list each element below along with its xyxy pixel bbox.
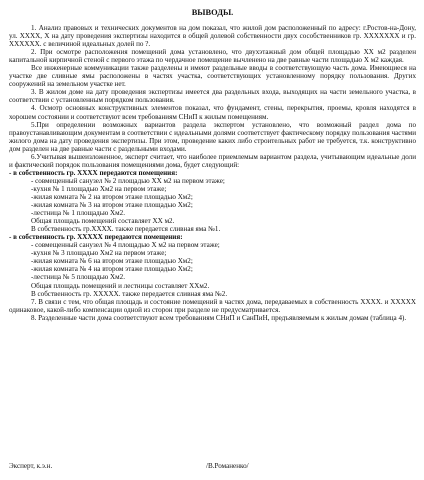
owner2-room: -лестница № 5 площадью Хм2. [31,273,125,282]
owner2-heading: - в собственность гр. ХХХХХ передаются помещения: [9,233,183,242]
paragraph-2: 2. При осмотре расположения помещений дома установлено, что двухэтажный дом общей площадью ХХ м2 разделен капитальной кирпичной стеной с первого этажа по чердачное помещение вычленено на две равные части площадью Х м2 каждая. [9,48,416,65]
owner2-total-area: Общая площадь помещений и лестницы составляет ХХм2. [31,281,210,290]
paragraph-7: 7. В связи с тем, что общая площадь и состояние помещений в частях дома, передаваемых в собственность ХХХХ. и ХХХХХ одинаковое, какой-либо компенсации одной из сторон при разделе не предусматривается. [9,297,416,314]
owner2-room: -жилая комната № 6 на втором этаже площадью Хм2; [31,257,193,266]
paragraph-3: 3. В жилом доме на дату проведения экспертизы имеется два раздельных входа, выходящих на части земельного участка, в соответствии с установленным порядком пользования. [9,88,416,105]
owner2-cesspit: В собственность гр. ХХХХХ. также передается сливная яма №2. [31,289,228,298]
paragraph-1: 1. Анализ правовых и технических документов на дом показал, что жилой дом расположенный по адресу: г.Ростов-на-Дону, ул. ХХХХ, Х на дату проведения экспертизы находится в общей долевой собственности двух сособственников гр. ХХХХХХХ и гр. ХХХХХХ. с величиной идеальных долей по ?. [9,24,416,49]
owner1-cesspit: В собственность гр.ХХХХ. также передается сливная яма №1. [31,225,221,234]
signature-name: /В.Романенко/ [206,462,249,470]
owner2-room: -жилая комната № 4 на втором этаже площадью Хм2; [31,265,193,274]
owner1-room: -жилая комната № 3 на втором этаже площадью Хм2; [31,201,193,210]
owner1-heading: - в собственность гр. ХХХХ передаются помещения: [9,168,178,177]
signature-line [0,462,424,472]
owner2-room: - совмещенный санузел № 4 площадью Х м2 на первом этаже; [31,241,220,250]
owner1-total-area: Общая площадь помещений составляет ХХ м2. [31,217,175,226]
signature-role: Эксперт, к.э.н. [9,462,53,470]
owner1-room: - совмещенный санузел № 2 площадью ХХ м2 на первом этаже; [31,176,225,185]
paragraph-5: 5.При определении возможных вариантов раздела экспертом установлено, что возможный раздел дома по правоустанавливающим документам в соответствии с идеальными долями соответствует фактическому порядку пользования частями жилого дома на дату проведения экспертизы. При этом, проведение каких либо строительных работ не требуется, т.к. конструктивно дом разделен на две равные части с раздельными входами. [9,120,416,153]
owner1-room: -кухня № 1 площадью Хм2 на первом этаже; [31,184,167,193]
owner1-room: -жилая комната № 2 на втором этаже площадью Хм2; [31,192,193,201]
owner1-room: -лестница № 1 площадью Хм2. [31,209,125,218]
paragraph-2-continued: Все инженерные коммуникации также разделены и имеют раздельные вводы в соответствующую часть дома. Имеющиеся на участке две сливные ямы расположены в частях участка, соответствующих установленному порядку пользования. Других сооружений на земельном участке нет. [9,64,416,89]
paragraph-8: 8. Разделенные части дома соответствуют всем требованиям СНиП и СанПиН, предъявляемым к жилым домам (таблица 4). [31,313,407,322]
paragraph-4: 4. Осмотр основных конструктивных элементов показал, что фундамент, стены, перекрытия, проемы, кровля находятся в хорошем состоянии и соответствуют всем требованиям СНиП к жилым помещениям. [9,104,416,121]
owner2-room: -кухня № 3 площадью Хм2 на первом этаже; [31,249,167,258]
paragraph-6: 6.Учитывая вышеизложенное, эксперт считает, что наиболее приемлемым вариантом раздела, учитывающим идеальные доли и фактический порядок пользования помещениями дома, будет следующий: [9,152,416,169]
document-title: ВЫВОДЫ. [191,8,234,17]
